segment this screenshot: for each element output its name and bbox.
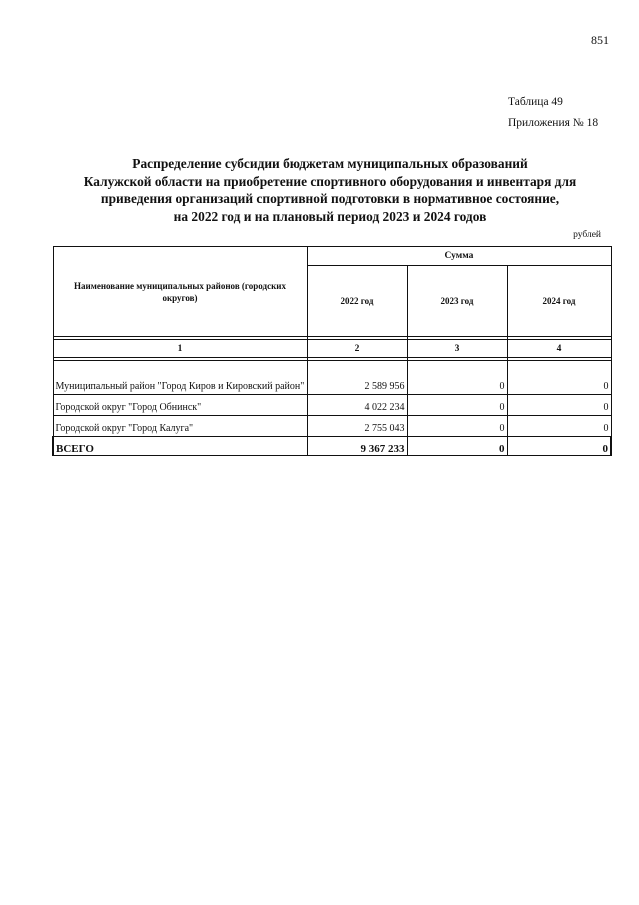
row-name-cell: Городской округ "Город Обнинск" <box>53 395 307 416</box>
total-label: ВСЕГО <box>53 437 307 456</box>
column-header-name: Наименование муниципальных районов (городских округов) <box>53 247 307 337</box>
column-number-3: 3 <box>407 340 507 358</box>
column-header-2024: 2024 год <box>507 266 611 337</box>
table-header-row <box>53 247 611 266</box>
total-value-2023: 0 <box>407 437 507 456</box>
title-line-2: Калужской области на приобретение спортивного оборудования и инвентаря для <box>83 173 577 189</box>
total-value-2024: 0 <box>507 437 611 456</box>
table-reference: Таблица 49 <box>508 96 563 108</box>
column-number-2: 2 <box>307 340 407 358</box>
column-header-sum: Сумма <box>307 247 611 266</box>
title-line-4: на 2022 год и на плановый период 2023 и 2024 годов <box>173 208 487 224</box>
row-value-2022: 2 755 043 <box>307 416 407 437</box>
document-title <box>60 155 600 225</box>
units-label: рублей <box>573 230 601 240</box>
row-value-2022: 2 589 956 <box>307 361 407 395</box>
row-value-2023: 0 <box>407 416 507 437</box>
row-value-2023: 0 <box>407 395 507 416</box>
column-header-2023: 2023 год <box>407 266 507 337</box>
title-line-1: Распределение субсидии бюджетам муниципальных образований <box>132 156 528 171</box>
row-value-2024: 0 <box>507 416 611 437</box>
row-name-cell: Муниципальный район "Город Киров и Кировский район" <box>53 361 307 395</box>
column-number-1: 1 <box>53 340 307 358</box>
column-number-row <box>53 340 611 358</box>
title-line-3: приведения организаций спортивной подготовки в нормативное состояние, <box>100 191 560 206</box>
column-header-2022: 2022 год <box>307 266 407 337</box>
page-number: 851 <box>591 33 609 47</box>
total-value-2022: 9 367 233 <box>307 437 407 456</box>
total-row <box>53 437 611 456</box>
row-value-2024: 0 <box>507 361 611 395</box>
table-row <box>53 416 611 437</box>
row-value-2022: 4 022 234 <box>307 395 407 416</box>
table-row <box>53 361 611 395</box>
row-value-2024: 0 <box>507 395 611 416</box>
column-number-4: 4 <box>507 340 611 358</box>
appendix-reference: Приложения № 18 <box>508 117 599 129</box>
subsidy-distribution-table <box>52 246 612 456</box>
table-row <box>53 395 611 416</box>
row-name-cell: Городской округ "Город Калуга" <box>53 416 307 437</box>
row-value-2023: 0 <box>407 361 507 395</box>
